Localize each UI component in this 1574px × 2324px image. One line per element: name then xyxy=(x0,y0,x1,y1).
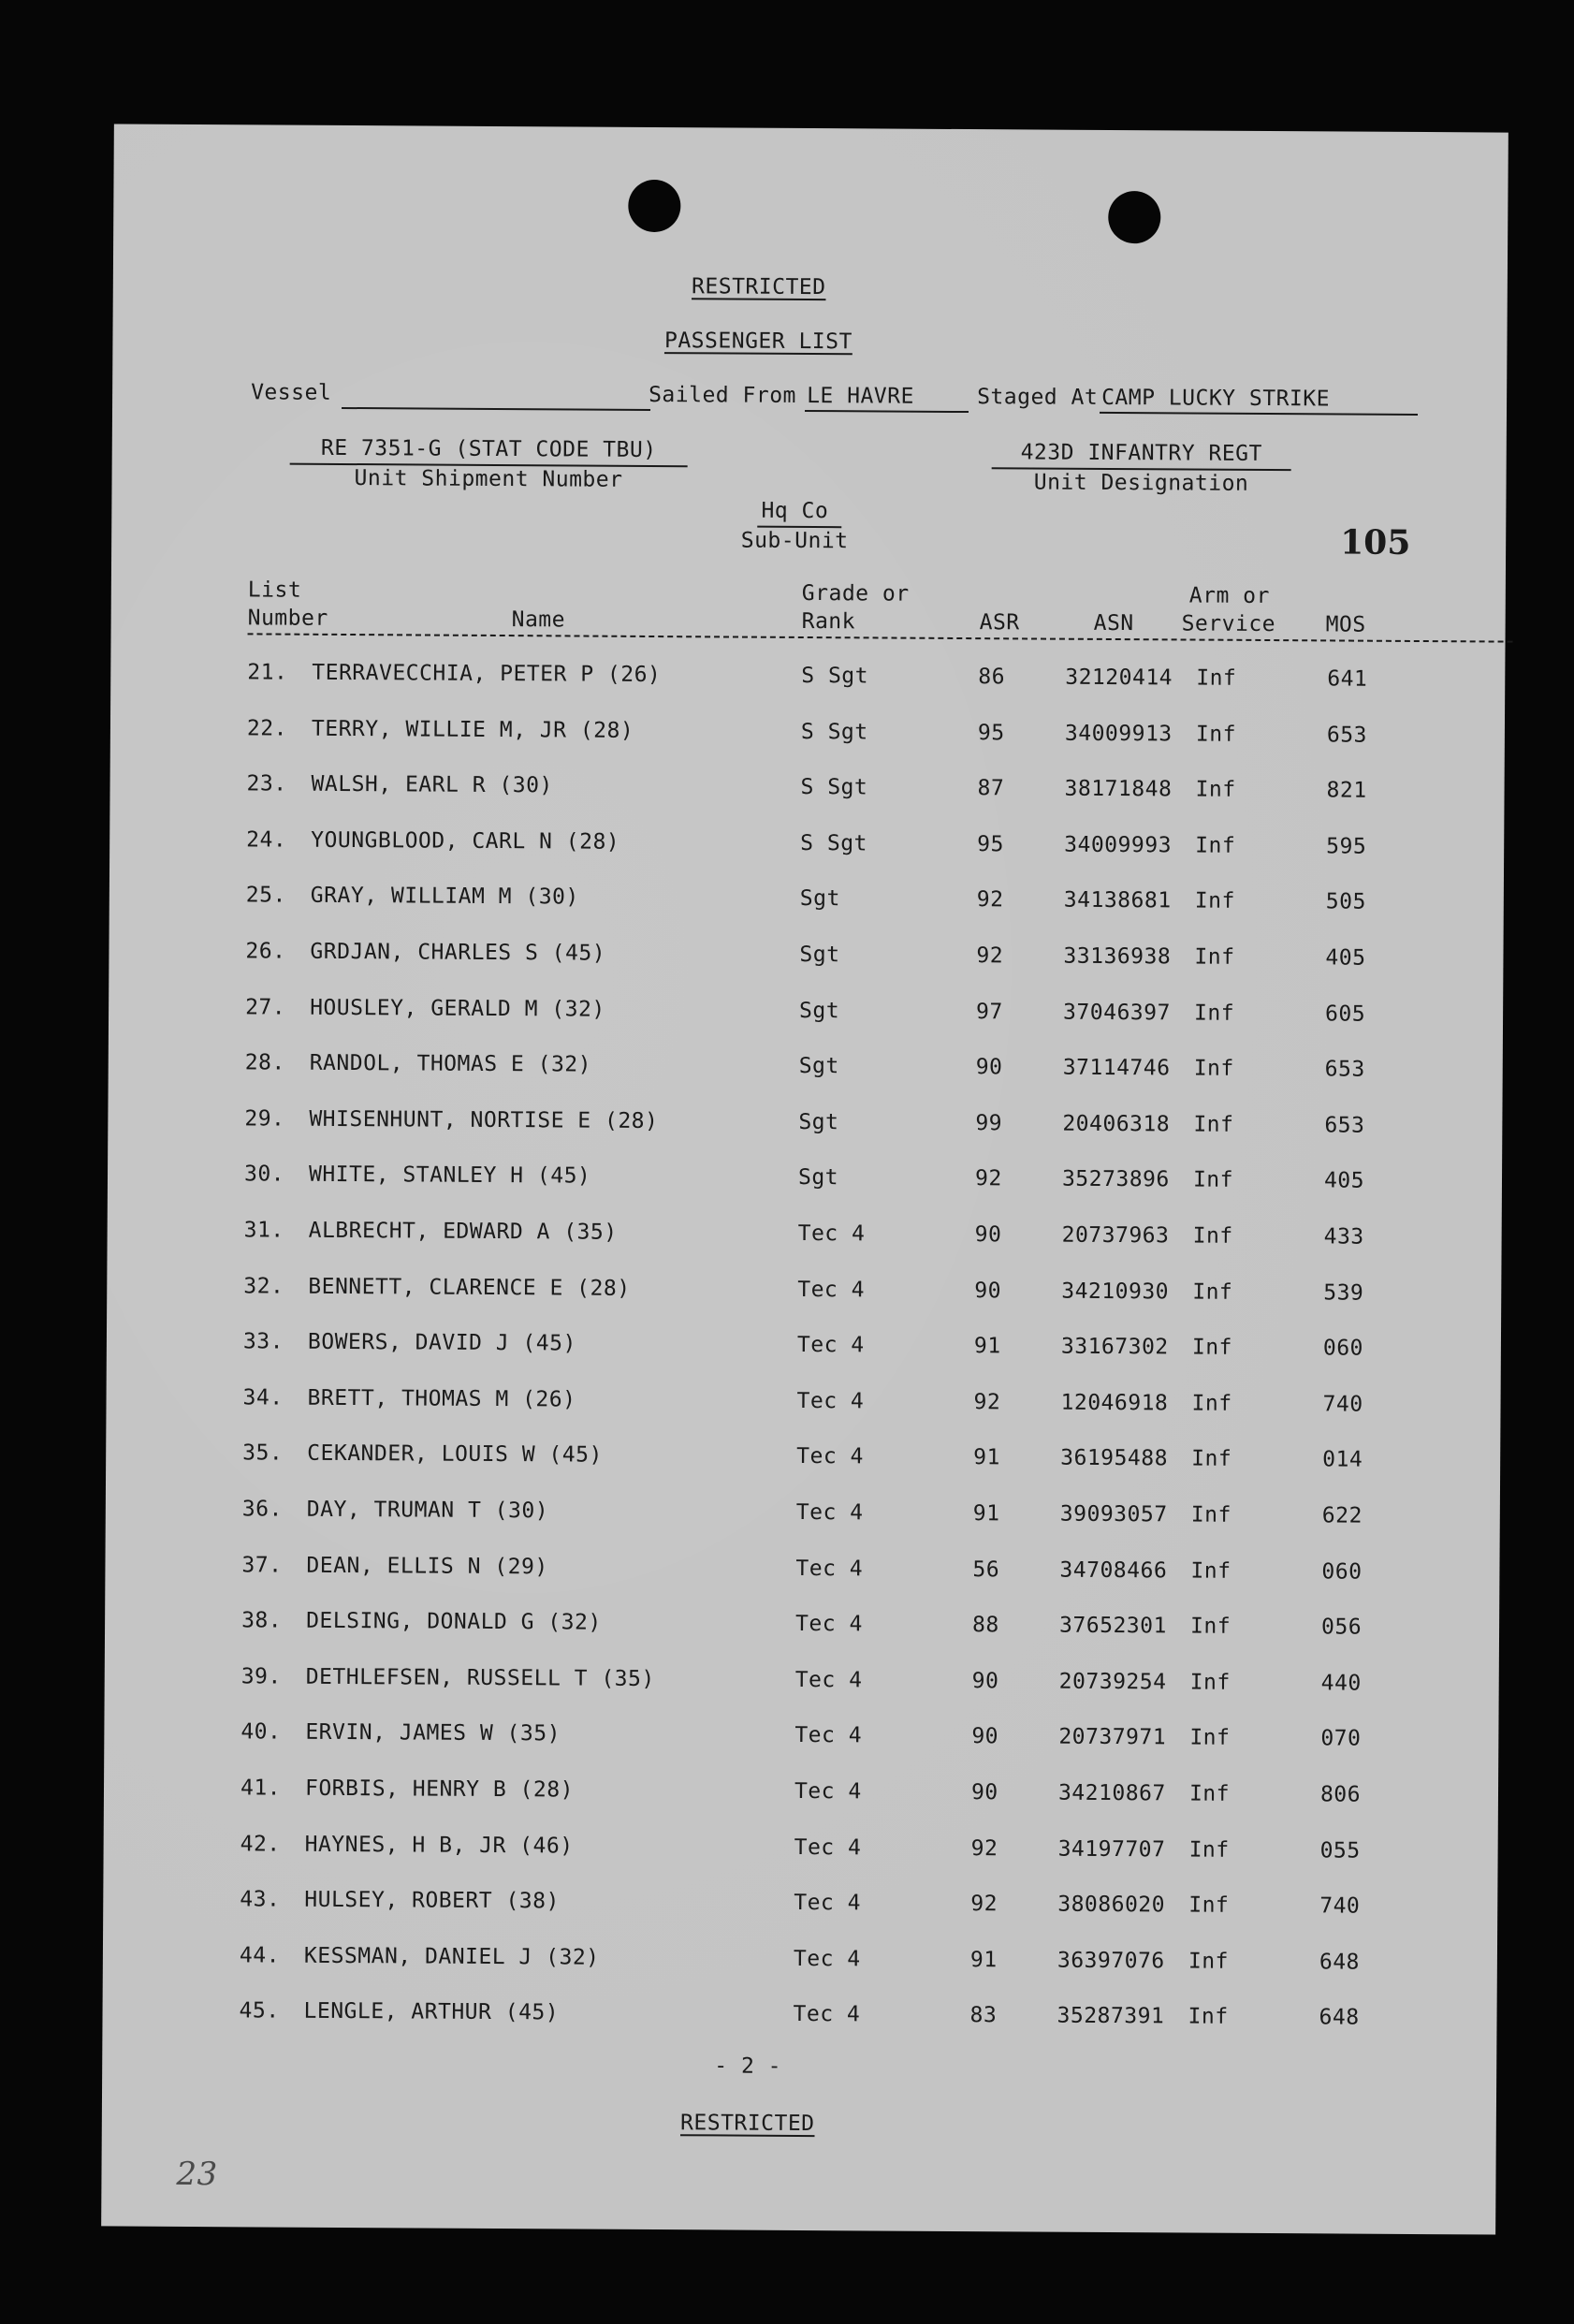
row-number: 24. xyxy=(246,827,287,853)
unit-shipment-number: RE 7351-G (STAT CODE TBU) xyxy=(320,435,657,463)
row-mos: 653 xyxy=(1324,1057,1365,1082)
row-arm: Inf xyxy=(1194,888,1235,914)
table-row xyxy=(109,883,1504,925)
col-arm-1: Arm or xyxy=(1188,583,1270,609)
row-mos: 433 xyxy=(1323,1224,1364,1250)
row-asr: 92 xyxy=(974,1166,1002,1191)
table-row xyxy=(106,1496,1500,1538)
row-mos: 740 xyxy=(1319,1893,1361,1919)
row-grade: S Sgt xyxy=(800,830,868,856)
row-number: 30. xyxy=(243,1162,285,1187)
row-grade: Tec 4 xyxy=(793,1946,861,1972)
table-row xyxy=(102,1998,1496,2040)
table-row xyxy=(109,938,1503,980)
row-number: 29. xyxy=(244,1106,285,1132)
row-grade: Tec 4 xyxy=(795,1499,864,1526)
row-asr: 95 xyxy=(977,720,1005,745)
table-row xyxy=(104,1719,1498,1761)
row-name: RANDOL, THOMAS E (32) xyxy=(309,1050,592,1077)
row-mos: 539 xyxy=(1323,1279,1364,1306)
row-name: HULSEY, ROBERT (38) xyxy=(304,1887,560,1914)
row-asn: 20737971 xyxy=(1058,1725,1167,1750)
row-grade: Tec 4 xyxy=(794,1667,863,1693)
row-number: 26. xyxy=(245,939,286,964)
punch-hole-right xyxy=(1108,191,1160,243)
row-number: 36. xyxy=(241,1497,283,1522)
row-asn: 35287391 xyxy=(1057,2004,1165,2029)
row-asr: 99 xyxy=(975,1110,1003,1136)
row-name: TERRAVECCHIA, PETER P (26) xyxy=(312,660,662,688)
row-mos: 060 xyxy=(1321,1558,1363,1585)
table-row xyxy=(109,994,1503,1036)
row-asr: 92 xyxy=(976,943,1004,969)
row-asr: 90 xyxy=(971,1724,999,1749)
row-arm: Inf xyxy=(1196,665,1237,691)
stamped-page-number: 105 xyxy=(1340,522,1411,563)
vessel-label: Vessel xyxy=(251,380,332,405)
row-grade: S Sgt xyxy=(801,663,869,689)
row-grade: Sgt xyxy=(798,1109,839,1135)
row-number: 41. xyxy=(240,1776,282,1801)
row-grade: Tec 4 xyxy=(794,1723,863,1748)
row-grade: Tec 4 xyxy=(796,1388,865,1414)
row-grade: Tec 4 xyxy=(793,2002,861,2027)
row-mos: 648 xyxy=(1319,2005,1360,2031)
row-number: 32. xyxy=(243,1273,284,1299)
row-asn: 20406318 xyxy=(1062,1111,1171,1137)
row-asn: 38171848 xyxy=(1064,776,1173,802)
row-name: GRAY, WILLIAM M (30) xyxy=(310,884,579,910)
table-row xyxy=(107,1273,1501,1315)
row-asr: 90 xyxy=(971,1668,999,1694)
row-name: HAYNES, H B, JR (46) xyxy=(304,1832,574,1859)
col-list-number-1: List xyxy=(247,577,302,603)
table-row xyxy=(106,1384,1500,1426)
row-arm: Inf xyxy=(1193,1056,1234,1081)
row-grade: Tec 4 xyxy=(795,1612,863,1637)
row-number: 27. xyxy=(245,994,286,1020)
row-name: FORBIS, HENRY B (28) xyxy=(304,1776,575,1803)
row-asr: 91 xyxy=(972,1501,1000,1527)
row-name: DEAN, ELLIS N (29) xyxy=(306,1553,548,1579)
row-arm: Inf xyxy=(1193,1112,1234,1137)
col-name: Name xyxy=(511,607,566,633)
row-number: 33. xyxy=(242,1329,284,1354)
row-mos: 014 xyxy=(1322,1447,1363,1473)
table-row xyxy=(108,1105,1502,1147)
row-asn: 34197707 xyxy=(1057,1836,1166,1862)
row-name: WALSH, EARL R (30) xyxy=(311,771,553,798)
row-arm: Inf xyxy=(1191,1391,1232,1416)
unit-shipment-label: Unit Shipment Number xyxy=(354,466,623,492)
row-asn: 38086020 xyxy=(1057,1892,1166,1918)
row-arm: Inf xyxy=(1188,1781,1231,1806)
row-asr: 56 xyxy=(972,1557,1000,1582)
row-arm: Inf xyxy=(1194,1001,1235,1026)
row-asn: 35273896 xyxy=(1061,1167,1170,1192)
row-grade: Tec 4 xyxy=(797,1220,866,1247)
row-name: GRDJAN, CHARLES S (45) xyxy=(310,939,606,966)
row-mos: 505 xyxy=(1325,889,1366,915)
row-mos: 440 xyxy=(1320,1671,1362,1696)
row-mos: 653 xyxy=(1324,1113,1365,1138)
row-number: 31. xyxy=(243,1218,284,1243)
row-grade: Sgt xyxy=(798,1054,839,1079)
row-number: 40. xyxy=(240,1719,282,1745)
row-arm: Inf xyxy=(1188,1949,1230,1974)
row-grade: Sgt xyxy=(799,886,840,912)
row-grade: Tec 4 xyxy=(796,1333,865,1358)
sub-unit: Hq Co xyxy=(761,498,829,524)
row-arm: Inf xyxy=(1189,1670,1231,1695)
row-name: YOUNGBLOOD, CARL N (28) xyxy=(311,827,620,855)
row-arm: Inf xyxy=(1190,1558,1232,1584)
row-name: WHITE, STANLEY H (45) xyxy=(308,1162,591,1189)
row-grade: Sgt xyxy=(797,1165,839,1191)
row-arm: Inf xyxy=(1192,1167,1234,1193)
row-arm: Inf xyxy=(1188,1893,1230,1918)
row-arm: Inf xyxy=(1190,1614,1232,1639)
row-name: LENGLE, ARTHUR (45) xyxy=(303,1999,560,2025)
row-mos: 740 xyxy=(1322,1392,1363,1417)
row-asn: 32120414 xyxy=(1065,665,1173,691)
table-row xyxy=(108,1162,1502,1204)
table-row xyxy=(106,1440,1500,1483)
row-asr: 95 xyxy=(977,831,1004,857)
row-number: 38. xyxy=(241,1608,283,1633)
row-number: 37. xyxy=(241,1552,283,1578)
table-row xyxy=(103,1942,1497,1984)
punch-hole-left xyxy=(628,180,680,232)
staged-at-value: CAMP LUCKY STRIKE xyxy=(1101,385,1331,412)
row-number: 25. xyxy=(245,883,286,908)
row-arm: Inf xyxy=(1195,777,1236,802)
classification-header: RESTRICTED xyxy=(691,274,826,300)
row-name: ERVIN, JAMES W (35) xyxy=(305,1720,561,1747)
table-row xyxy=(104,1775,1498,1817)
row-grade: Tec 4 xyxy=(797,1277,866,1302)
vessel-field-line xyxy=(342,407,650,411)
row-arm: Inf xyxy=(1191,1446,1232,1472)
row-asr: 92 xyxy=(973,1389,1001,1415)
col-grade-1: Grade or xyxy=(801,580,910,607)
col-asr: ASR xyxy=(979,610,1020,636)
row-asn: 12046918 xyxy=(1060,1390,1169,1416)
row-asr: 91 xyxy=(973,1334,1001,1359)
row-asr: 90 xyxy=(974,1278,1002,1303)
row-name: HOUSLEY, GERALD M (32) xyxy=(310,995,605,1022)
row-asn: 37046397 xyxy=(1063,1000,1171,1025)
row-asn: 37114746 xyxy=(1062,1055,1171,1081)
page-number: - 2 - xyxy=(714,2054,782,2079)
row-grade: Tec 4 xyxy=(794,1778,862,1805)
row-mos: 806 xyxy=(1319,1782,1362,1807)
col-asn: ASN xyxy=(1093,610,1134,636)
row-grade: Tec 4 xyxy=(794,1891,862,1916)
row-asr: 92 xyxy=(970,1835,998,1861)
row-asr: 90 xyxy=(975,1055,1003,1080)
row-name: DAY, TRUMAN T (30) xyxy=(306,1497,549,1524)
row-mos: 405 xyxy=(1325,945,1366,971)
row-grade: Tec 4 xyxy=(796,1444,865,1469)
row-asn: 37652301 xyxy=(1059,1613,1167,1639)
row-name: BENNETT, CLARENCE E (28) xyxy=(308,1274,631,1301)
col-grade-2: Rank xyxy=(801,608,856,635)
row-name: TERRY, WILLIE M, JR (28) xyxy=(311,716,634,743)
header-rule xyxy=(248,633,1513,642)
sailed-from-line xyxy=(805,410,969,413)
col-list-number-2: Number xyxy=(247,606,328,631)
row-mos: 595 xyxy=(1326,834,1367,859)
row-asn: 20739254 xyxy=(1058,1669,1167,1695)
table-row xyxy=(105,1608,1499,1650)
row-asn: 39093057 xyxy=(1059,1501,1168,1527)
row-asr: 88 xyxy=(972,1613,999,1638)
row-asn: 34009993 xyxy=(1064,832,1173,858)
table-row xyxy=(108,1217,1502,1259)
row-name: DELSING, DONALD G (32) xyxy=(306,1608,602,1635)
row-number: 43. xyxy=(240,1887,281,1912)
row-asn: 34009913 xyxy=(1064,721,1173,746)
document-page xyxy=(101,124,1508,2234)
row-asn: 34210867 xyxy=(1057,1780,1166,1806)
row-number: 28. xyxy=(244,1050,285,1075)
row-grade: S Sgt xyxy=(800,775,868,800)
row-grade: S Sgt xyxy=(800,719,868,744)
row-mos: 622 xyxy=(1321,1503,1363,1528)
row-asr: 87 xyxy=(977,776,1005,801)
row-number: 35. xyxy=(242,1440,284,1466)
row-name: BOWERS, DAVID J (45) xyxy=(307,1329,576,1356)
row-asn: 34210930 xyxy=(1061,1279,1170,1304)
row-asr: 92 xyxy=(976,887,1004,913)
row-mos: 648 xyxy=(1319,1950,1361,1975)
row-asr: 86 xyxy=(978,665,1006,690)
row-asr: 90 xyxy=(970,1780,998,1805)
row-number: 44. xyxy=(239,1943,281,1968)
row-mos: 605 xyxy=(1325,1001,1366,1027)
handwritten-note: 23 xyxy=(176,2155,218,2194)
row-grade: Sgt xyxy=(799,998,840,1023)
row-asn: 33167302 xyxy=(1060,1334,1169,1360)
row-grade: Sgt xyxy=(799,942,840,968)
staged-at-label: Staged At xyxy=(977,385,1099,410)
staged-at-line xyxy=(1100,412,1418,416)
sailed-from-label: Sailed From xyxy=(649,382,797,408)
sub-unit-label: Sub-Unit xyxy=(740,528,849,554)
row-arm: Inf xyxy=(1192,1223,1233,1249)
row-name: WHISENHUNT, NORTISE E (28) xyxy=(309,1106,659,1133)
unit-designation-label: Unit Designation xyxy=(1033,470,1249,496)
row-asr: 92 xyxy=(970,1892,998,1917)
row-arm: Inf xyxy=(1191,1335,1233,1360)
table-row xyxy=(105,1552,1499,1594)
row-mos: 060 xyxy=(1322,1336,1364,1361)
row-grade: Tec 4 xyxy=(794,1834,862,1860)
row-asn: 33136938 xyxy=(1063,943,1172,970)
table-row xyxy=(110,659,1505,701)
unit-designation: 423D INFANTRY REGT xyxy=(1020,440,1262,466)
sailed-from-value: LE HAVRE xyxy=(807,383,914,409)
page-title: PASSENGER LIST xyxy=(663,329,853,355)
row-arm: Inf xyxy=(1195,833,1236,858)
table-row xyxy=(103,1887,1497,1929)
row-number: 45. xyxy=(239,1998,280,2024)
row-arm: Inf xyxy=(1188,2004,1229,2030)
table-row xyxy=(107,1329,1501,1371)
row-number: 34. xyxy=(242,1385,284,1410)
row-asn: 36397076 xyxy=(1057,1948,1165,1974)
table-row xyxy=(104,1831,1498,1873)
row-asr: 83 xyxy=(969,2003,998,2028)
row-grade: Tec 4 xyxy=(795,1556,864,1581)
row-number: 21. xyxy=(247,660,288,685)
row-asr: 90 xyxy=(974,1222,1002,1248)
row-asn: 20737963 xyxy=(1061,1222,1170,1249)
table-row xyxy=(109,1050,1503,1092)
col-arm-2: Service xyxy=(1181,611,1276,637)
row-name: BRETT, THOMAS M (26) xyxy=(307,1385,576,1412)
classification-footer: RESTRICTED xyxy=(680,2111,815,2137)
row-number: 23. xyxy=(246,771,287,797)
row-asr: 97 xyxy=(976,999,1003,1024)
row-arm: Inf xyxy=(1189,1725,1231,1751)
row-arm: Inf xyxy=(1192,1279,1233,1305)
row-name: CEKANDER, LOUIS W (45) xyxy=(307,1441,603,1469)
row-asn: 34138681 xyxy=(1063,888,1172,914)
row-arm: Inf xyxy=(1188,1837,1230,1863)
row-mos: 055 xyxy=(1319,1837,1361,1864)
row-mos: 641 xyxy=(1327,666,1368,692)
table-row xyxy=(110,715,1505,757)
row-mos: 653 xyxy=(1326,722,1368,748)
row-asn: 34708466 xyxy=(1059,1557,1168,1583)
row-mos: 821 xyxy=(1326,778,1367,803)
row-mos: 405 xyxy=(1323,1168,1365,1194)
row-number: 42. xyxy=(240,1831,281,1857)
table-row xyxy=(109,826,1504,869)
table-row xyxy=(105,1663,1499,1705)
row-asr: 91 xyxy=(969,1947,998,1973)
row-arm: Inf xyxy=(1194,944,1235,970)
row-asn: 36195488 xyxy=(1060,1446,1169,1471)
row-arm: Inf xyxy=(1190,1502,1232,1527)
table-row xyxy=(109,771,1504,813)
row-asr: 91 xyxy=(973,1445,1000,1470)
row-number: 39. xyxy=(240,1664,282,1689)
row-mos: 056 xyxy=(1321,1615,1363,1640)
col-mos: MOS xyxy=(1325,612,1366,637)
row-mos: 070 xyxy=(1320,1726,1362,1752)
row-name: ALBRECHT, EDWARD A (35) xyxy=(308,1218,618,1245)
row-name: DETHLEFSEN, RUSSELL T (35) xyxy=(305,1664,655,1691)
row-arm: Inf xyxy=(1195,722,1237,747)
row-number: 22. xyxy=(246,715,288,741)
row-name: KESSMAN, DANIEL J (32) xyxy=(303,1943,600,1970)
